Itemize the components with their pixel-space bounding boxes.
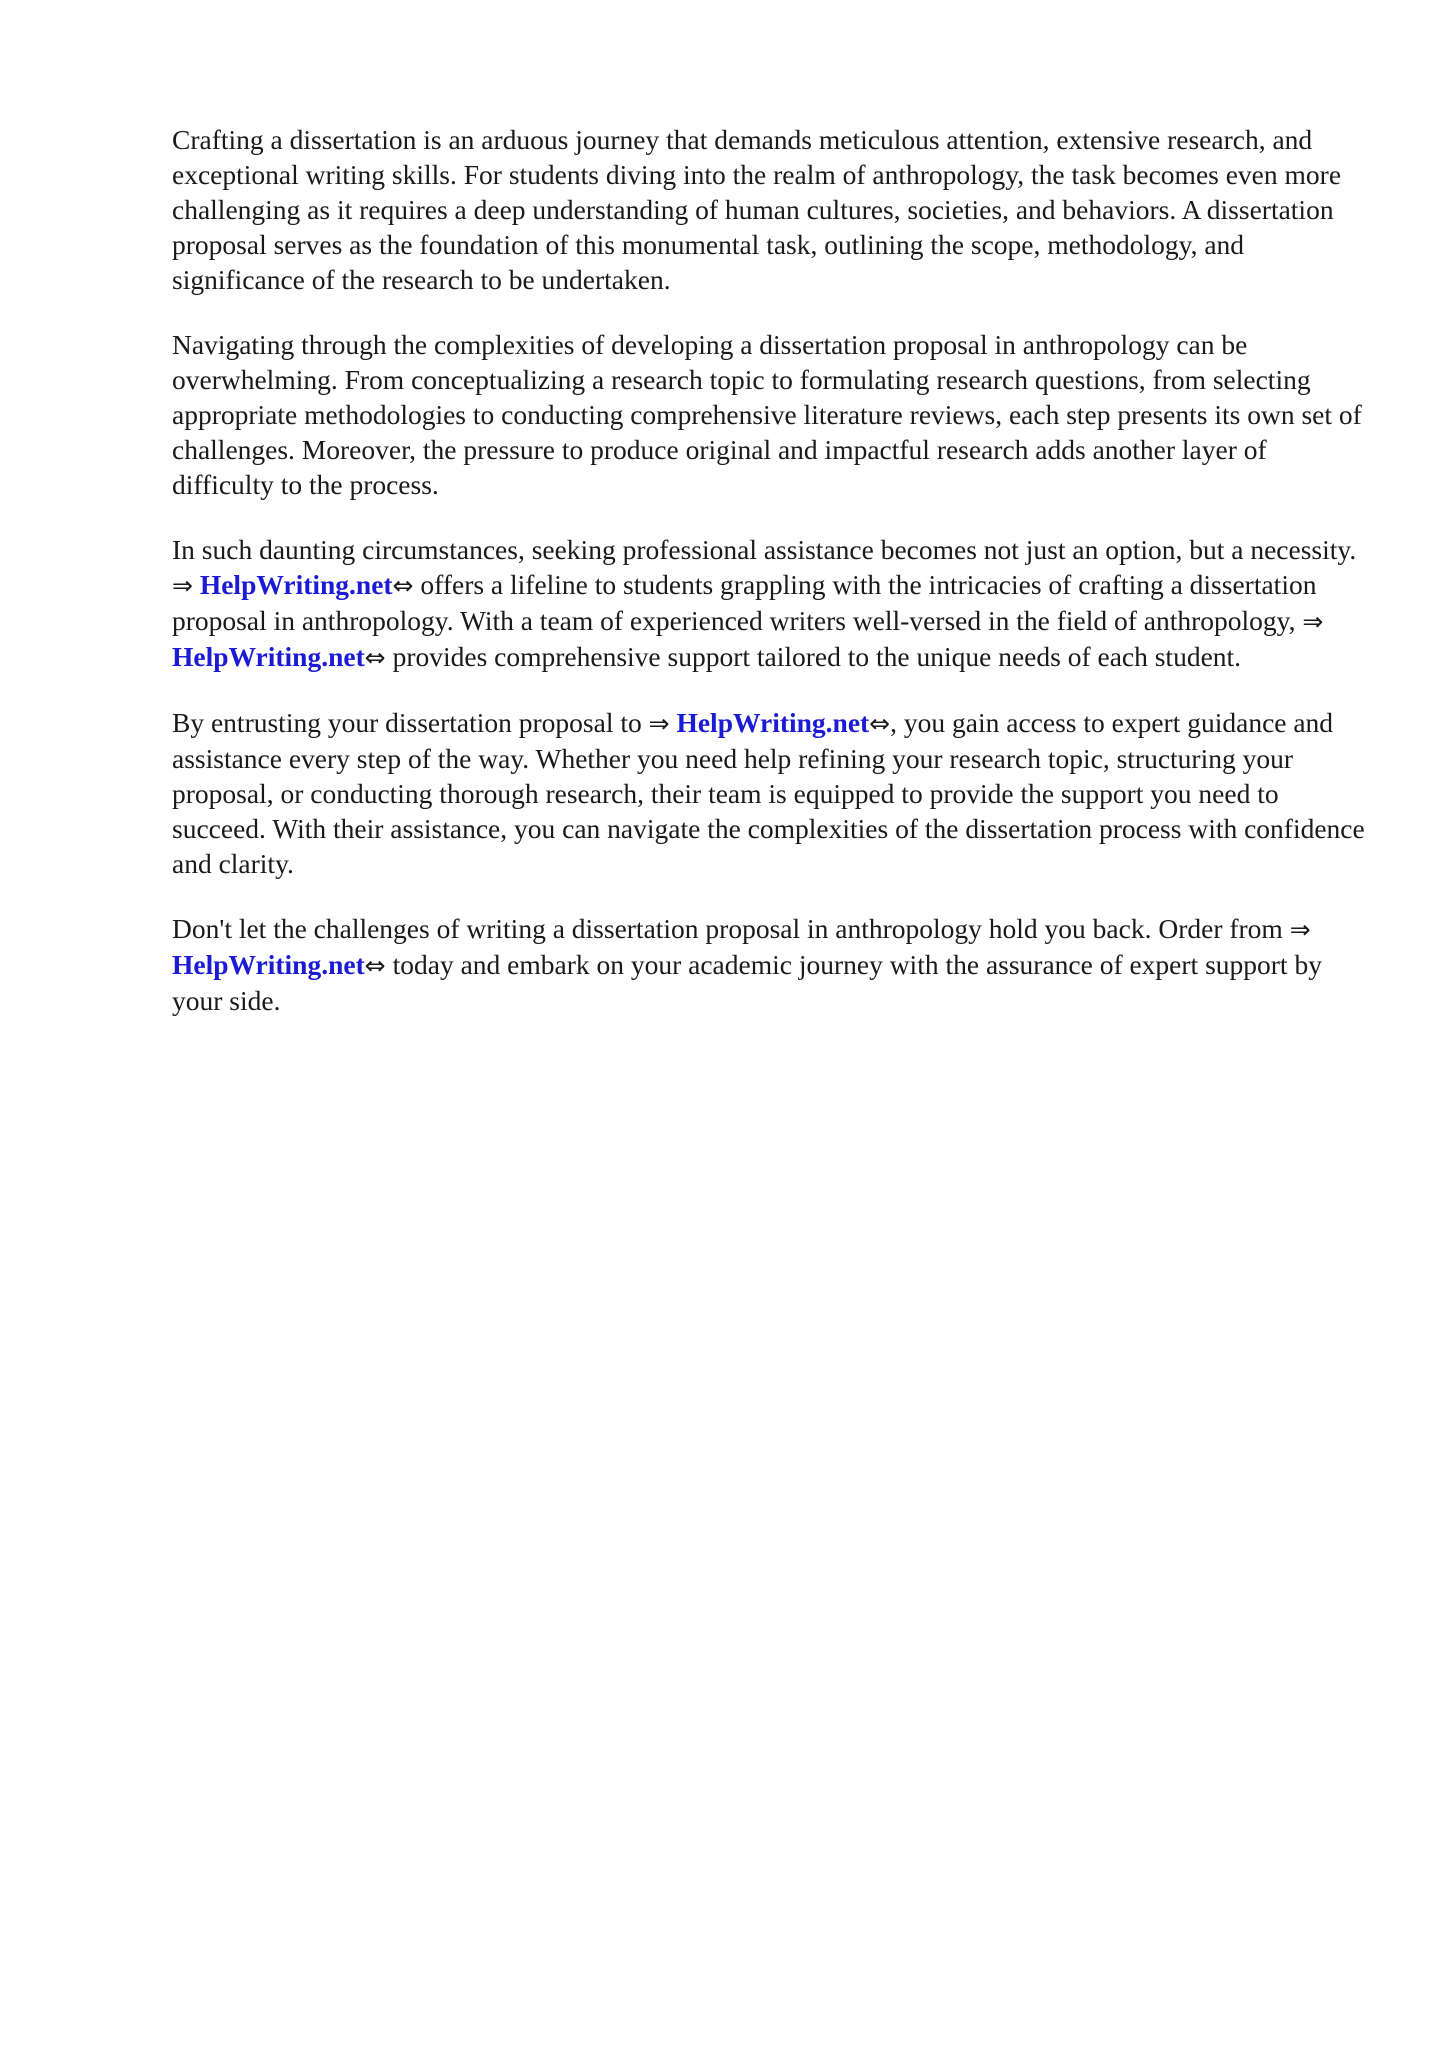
right-double-arrow-icon: ⇒ [1289,915,1311,944]
paragraph-closing-text-2: today and embark on your academic journey with the assurance of expert support by your side. [172,949,1322,1016]
left-right-double-arrow-icon: ⇔ [364,951,386,980]
left-right-double-arrow-icon: ⇔ [364,643,386,672]
paragraph-entrusting [172,705,1372,881]
paragraph-challenges: Navigating through the complexities of developing a dissertation proposal in anthropology can be overwhelming. From conceptualizing a research topic to formulating research questions, from selecting appropriate methodologies to conducting comprehensive literature reviews, each step presents its own set of challenges. Moreover, the pressure to produce original and impactful research adds another layer of difficulty to the process. [172,329,1362,500]
paragraph-closing-text-1: Don't let the challenges of writing a dissertation proposal in anthropology hold you back. Order from [172,913,1283,944]
paragraph-entrusting-text-1: By entrusting your dissertation proposal to [172,707,642,738]
right-double-arrow-icon: ⇒ [648,709,670,738]
left-right-double-arrow-icon: ⇔ [392,571,414,600]
paragraph-entrusting-text-2: , you gain access to expert guidance and assistance every step of the way. Whether you need help refining your research topic, structuring your proposal, or conducting thorough research, their team is equipped to provide the support you need to succeed. With their assistance, you can navigate the complexities of the dissertation process with confidence and clarity. [172,707,1365,879]
right-double-arrow-icon: ⇒ [172,571,193,600]
left-right-double-arrow-icon: ⇔ [869,709,891,738]
document-body [172,122,1372,1048]
paragraph-assistance [172,532,1372,675]
helpwriting-link[interactable]: HelpWriting.net [676,707,870,738]
paragraph-closing [172,911,1372,1018]
paragraph-assistance-text-2: offers a lifeline to students grappling with the intricacies of crafting a dissertation proposal in anthropology. With a team of experienced writers well-versed in the field of anthropology, [172,569,1317,636]
helpwriting-link[interactable]: HelpWriting.net [172,949,365,980]
paragraph-intro: Crafting a dissertation is an arduous journey that demands meticulous attention, extensive research, and exceptional writing skills. For students diving into the realm of anthropology, the task becomes even more challenging as it requires a deep understanding of human cultures, societies, and behaviors. A dissertation proposal serves as the foundation of this monumental task, outlining the scope, methodology, and significance of the research to be undertaken. [172,124,1342,295]
right-double-arrow-icon: ⇒ [1302,607,1324,636]
helpwriting-link[interactable]: HelpWriting.net [199,569,393,600]
helpwriting-link[interactable]: HelpWriting.net [172,641,365,672]
paragraph-assistance-text-1: In such daunting circumstances, seeking professional assistance becomes not just an option, but a necessity. [172,534,1357,565]
paragraph-assistance-text-3: provides comprehensive support tailored to the unique needs of each student. [392,641,1242,672]
